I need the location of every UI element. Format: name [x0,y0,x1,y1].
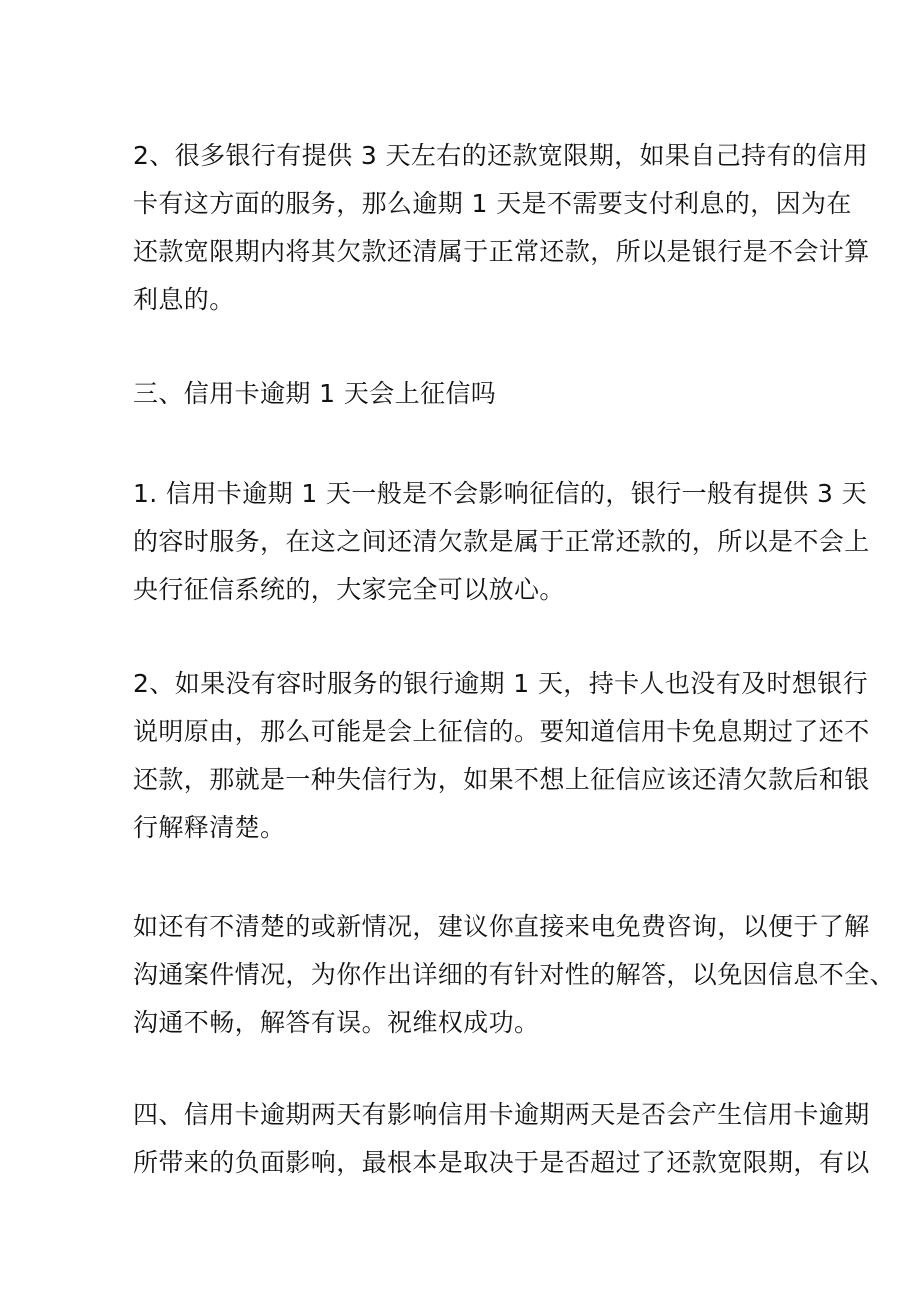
text-line: 说明原由，那么可能是会上征信的。要知道信用卡免息期过了还不 [133,717,870,746]
text-line: 1. 信用卡逾期 1 天一般是不会影响征信的，银行一般有提供 3 天 [133,479,868,508]
text-line: 行解释清楚。 [133,813,286,842]
paragraph-no-grace-service [133,660,870,852]
text-line: 所带来的负面影响，最根本是取决于是否超过了还款宽限期，有以 [133,1148,870,1177]
paragraph-consultation [133,903,896,1047]
text-line: 利息的。 [133,285,235,314]
paragraph-grace-period [133,132,870,324]
section-heading-three [133,370,803,418]
text-line: 沟通案件情况，为你作出详细的有针对性的解答，以免因信息不全、 [133,960,896,989]
text-line: 还款宽限期内将其欠款还清属于正常还款，所以是银行是不会计算 [133,237,870,266]
text-line: 的容时服务，在这之间还清欠款是属于正常还款的，所以是不会上 [133,527,870,556]
text-line: 如还有不清楚的或新情况，建议你直接来电免费咨询，以便于了解 [133,912,870,941]
text-line: 还款，那就是一种失信行为，如果不想上征信应该还清欠款后和银 [133,765,870,794]
paragraph-credit-impact [133,470,870,614]
heading-line: 三、信用卡逾期 1 天会上征信吗 [133,379,497,408]
text-line: 2、很多银行有提供 3 天左右的还款宽限期，如果自己持有的信用 [133,141,869,170]
text-line: 四、信用卡逾期两天有影响信用卡逾期两天是否会产生信用卡逾期 [133,1100,870,1129]
paragraph-two-days-overdue [133,1091,870,1187]
text-line: 沟通不畅，解答有误。祝维权成功。 [133,1008,540,1037]
text-line: 央行征信系统的，大家完全可以放心。 [133,575,565,604]
text-line: 卡有这方面的服务，那么逾期 1 天是不需要支付利息的，因为在 [133,189,852,218]
text-line: 2、如果没有容时服务的银行逾期 1 天，持卡人也没有及时想银行 [133,669,869,698]
